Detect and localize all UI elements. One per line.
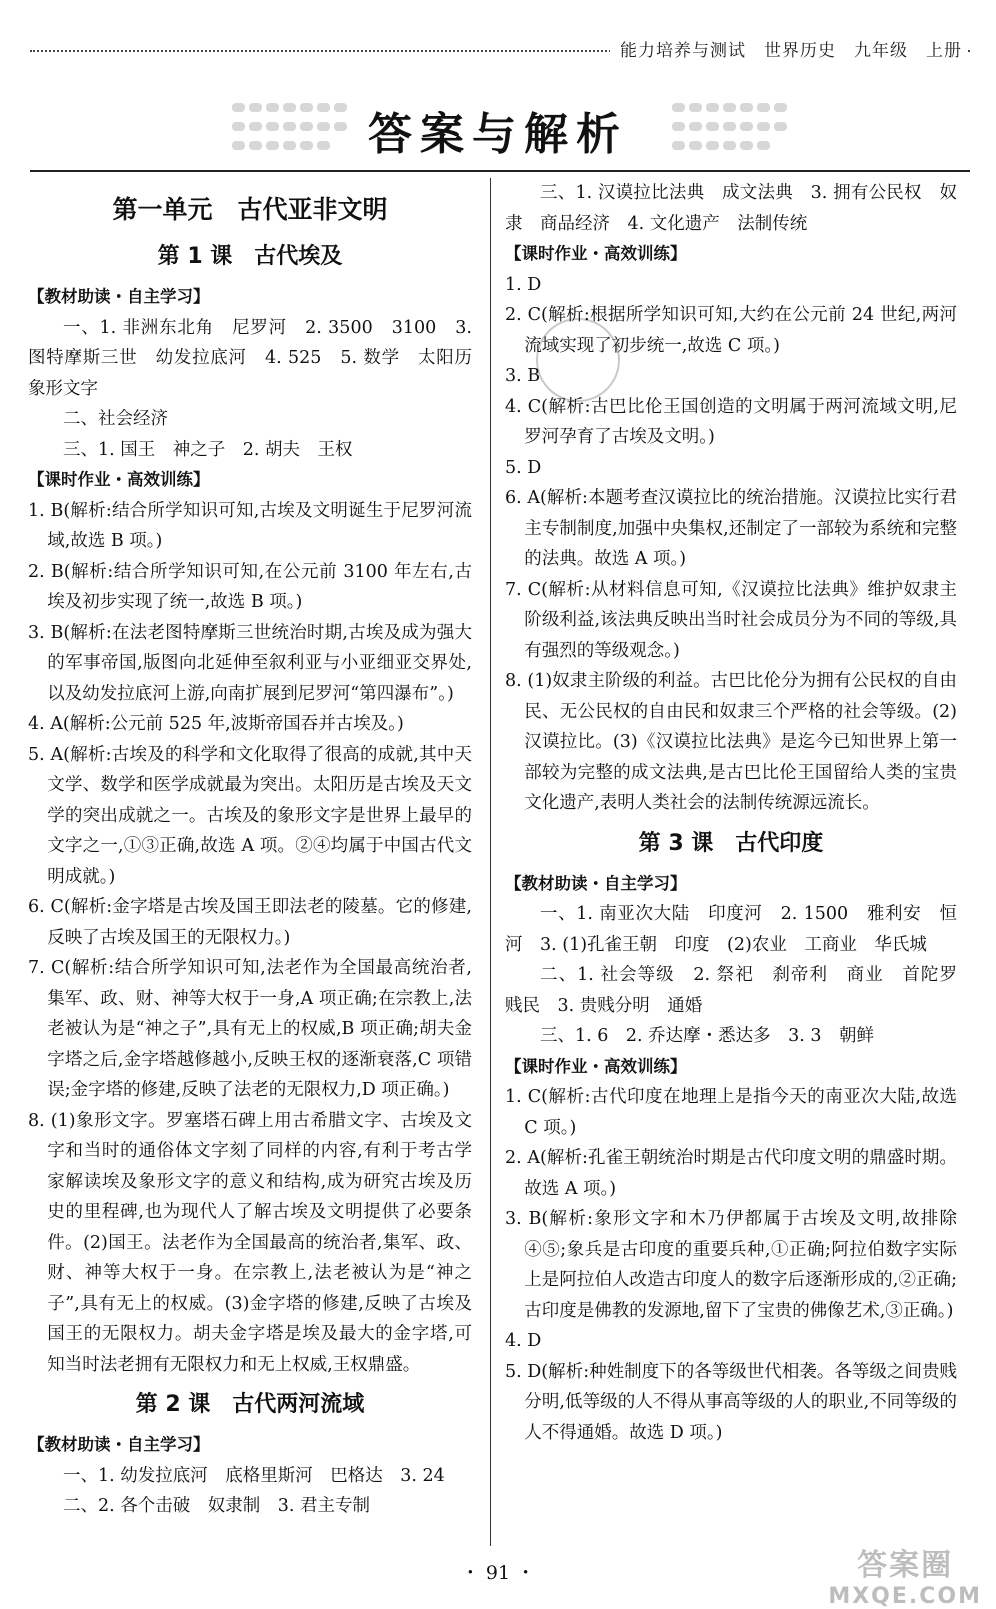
watermark-text: 答案圈 — [857, 1548, 954, 1583]
section-heading-study: 【教材助读・自主学习】 — [505, 873, 687, 893]
study-line: 一、1. 非洲东北角 尼罗河 2. 3500 3100 3. 图特摩斯三世 幼发拉底河 4. 525 5. 数学 太阳历 象形文字 — [28, 317, 490, 399]
answer-item: 1. B(解析:结合所学知识可知,古埃及文明诞生于尼罗河流域,故选 B 项。) — [28, 500, 472, 551]
section-heading-study: 【教材助读・自主学习】 — [28, 1435, 210, 1454]
running-header: 能力培养与测试 世界历史 九年级 上册 — [610, 36, 968, 61]
lesson-1-title: 第 1 课 古代埃及 — [157, 244, 343, 269]
answer-item: 7. C(解析:结合所学知识可知,法老作为全国最高统治者,集军、政、财、神等大权于一身,A 项正确;在宗教上,法老被认为是“神之子”,具有无上的权威,B 项正确;胡夫金字塔之后,金字塔越修越小,反映王权的逐渐衰落,C 项错误;金字塔的修建,反映了法老的无限权力,D 项正确。) — [28, 958, 472, 1100]
answer-item: 2. B(解析:结合所学知识可知,在公元前 3100 年左右,古埃及初步实现了统一,故选 B 项。) — [28, 561, 472, 612]
study-line: 二、1. 社会等级 2. 祭祀 刹帝利 商业 首陀罗 贱民 3. 贵贱分明 通婚 — [505, 965, 975, 1016]
section-heading-study: 【教材助读・自主学习】 — [28, 287, 210, 306]
answer-item: 1. D — [505, 274, 542, 295]
page-title: 答案与解析 — [368, 109, 628, 160]
title-band — [40, 90, 956, 160]
study-line: 一、1. 南亚次大陆 印度河 2. 1500 雅利安 恒河 3. (1)孔雀王朝 印度 (2)农业 工商业 华氏城 — [505, 904, 957, 955]
study-line: 三、1. 6 2. 乔达摩・悉达多 3. 3 朝鲜 — [540, 1026, 875, 1046]
answer-item: 3. B — [505, 366, 541, 386]
section-heading-exercise: 【课时作业・高效训练】 — [505, 1056, 687, 1076]
answer-item: 2. A(解析:孔雀王朝统治时期是古代印度文明的鼎盛时期。故选 A 项。) — [505, 1148, 957, 1199]
answer-item: 4. D — [505, 1331, 542, 1351]
answer-item: 4. A(解析:公元前 525 年,波斯帝国吞并古埃及。) — [28, 714, 404, 734]
section-heading-exercise: 【课时作业・高效训练】 — [505, 244, 687, 263]
answer-item: 6. C(解析:金字塔是古埃及国王即法老的陵墓。它的修建,反映了古埃及国王的无限权力。) — [28, 897, 472, 948]
answer-item: 2. C(解析:根据所学知识可知,大约在公元前 24 世纪,两河流域实现了初步统一,故选 C 项。) — [505, 305, 957, 356]
answer-item: 8. (1)奴隶主阶级的利益。古巴比伦分为拥有公民权的自由民、无公民权的自由民和奴隶三个严格的社会等级。(2)汉谟拉比。(3)《汉谟拉比法典》是迄今已知世界上第一部较为完整的成文法典,是古巴比伦王国留给人类的宝贵文化遗产,表明人类社会的法制传统源远流长。 — [505, 671, 957, 813]
answer-item: 1. C(解析:古代印度在地理上是指今天的南亚次大陆,故选 C 项。) — [505, 1087, 957, 1138]
answer-item: 4. C(解析:古巴比伦王国创造的文明属于两河流域文明,尼罗河孕育了古埃及文明。) — [505, 396, 957, 447]
answer-item: 5. D(解析:种姓制度下的各等级世代相袭。各等级之间贵贱分明,低等级的人不得从事高等级的人的职业,不同等级的人不得通婚。故选 D 项。) — [505, 1361, 957, 1443]
answer-item: 7. C(解析:从材料信息可知,《汉谟拉比法典》维护奴隶主阶级利益,该法典反映出当时社会成员分为不同的等级,具有强烈的等级观念。) — [505, 579, 957, 661]
answer-item: 3. B(解析:象形文字和木乃伊都属于古埃及文明,故排除④⑤;象兵是古印度的重要兵种,①正确;阿拉伯数字实际上是阿拉伯人改造古印度人的数字后逐渐形成的,②正确;古印度是佛教的发源地,留下了宝贵的佛像艺术,③正确。) — [505, 1209, 957, 1321]
watermark-url: MXQE.COM — [828, 1584, 982, 1609]
answer-item: 5. D — [505, 457, 542, 478]
right-column — [505, 178, 975, 1448]
answer-item: 5. A(解析:古埃及的科学和文化取得了很高的成就,其中天文学、数学和医学成就最为突出。太阳历是古埃及天文学的突出成就之一。古埃及的象形文字是世界上最早的文字之一,①③正确,故选 A 项。②④均属于中国古代文明成就。) — [28, 744, 472, 887]
study-line: 三、1. 汉谟拉比法典 成文法典 3. 拥有公民权 奴隶 商品经济 4. 文化遗产 法制传统 — [505, 183, 957, 234]
answer-item: 3. B(解析:在法老图特摩斯三世统治时期,古埃及成为强大的军事帝国,版图向北延伸至叙利亚与小亚细亚交界处,以及幼发拉底河上游,向南扩展到尼罗河“第四瀑布”。) — [28, 622, 472, 704]
answer-item: 6. A(解析:本题考查汉谟拉比的统治措施。汉谟拉比实行君主专制制度,加强中央集权,还制定了一部较为系统和完整的法典。故选 A 项。) — [505, 488, 957, 569]
study-line: 一、1. 幼发拉底河 底格里斯河 巴格达 3. 24 — [63, 1465, 445, 1486]
title-rule — [30, 170, 970, 172]
lesson-3-title: 第 3 课 古代印度 — [638, 830, 824, 856]
study-line: 二、2. 各个击破 奴隶制 3. 君主专制 — [63, 1496, 371, 1516]
study-line: 二、社会经济 — [63, 409, 168, 429]
unit-title: 第一单元 古代亚非文明 — [112, 195, 388, 224]
answer-item: 8. (1)象形文字。罗塞塔石碑上用古希腊文字、古埃及文字和当时的通俗体文字刻了同样的内容,有利于考古学家解读埃及象形文字的意义和结构,成为研究古埃及历史的里程碑,也为现代人了解古埃及文明提供了必要条件。(2)国王。法老作为全国最高的统治者,集军、政、财、神等大权于一身。在宗教上,法老被认为是“神之子”,具有无上的权威。(3)金字塔的修建,反映了古埃及国王的无限权力。胡夫金字塔是埃及最大的金字塔,可知当时法老拥有无限权力和无上权威,王权鼎盛。 — [28, 1110, 472, 1375]
page-number: ・ 91 ・ — [460, 1562, 536, 1584]
study-line: 三、1. 国王 神之子 2. 胡夫 王权 — [63, 439, 353, 460]
watermark-logo — [828, 1540, 982, 1609]
lesson-2-title: 第 2 课 古代两河流域 — [135, 1392, 365, 1417]
column-divider — [490, 178, 491, 1546]
left-column — [28, 178, 490, 1522]
section-heading-exercise: 【课时作业・高效训练】 — [28, 470, 210, 489]
